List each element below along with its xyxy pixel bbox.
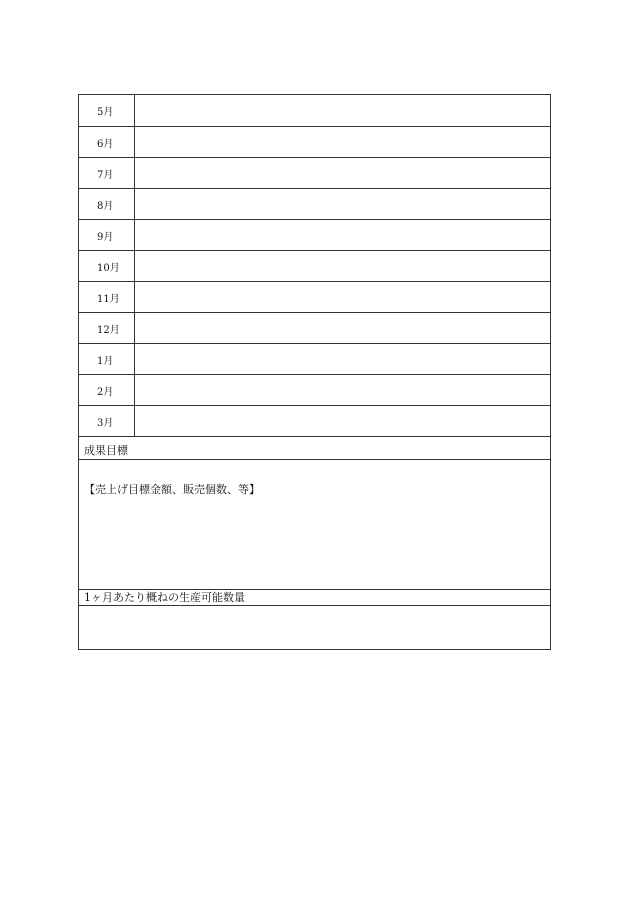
table-row	[79, 374, 550, 405]
month-label: 10月	[79, 250, 134, 281]
month-entry-cell[interactable]	[134, 343, 550, 374]
table-row	[79, 95, 550, 126]
month-label: 6月	[79, 126, 134, 157]
table-row	[79, 126, 550, 157]
table-row	[79, 343, 550, 374]
table-row	[79, 157, 550, 188]
month-entry-cell[interactable]	[134, 281, 550, 312]
goals-entry-area[interactable]	[79, 460, 550, 590]
table-row	[79, 281, 550, 312]
month-label: 8月	[79, 188, 134, 219]
month-label: 3月	[79, 405, 134, 436]
month-label: 2月	[79, 374, 134, 405]
goals-heading: 成果目標	[79, 437, 550, 460]
month-label: 7月	[79, 157, 134, 188]
month-entry-cell[interactable]	[134, 374, 550, 405]
month-entry-cell[interactable]	[134, 157, 550, 188]
form-sheet	[78, 94, 551, 650]
table-row	[79, 250, 550, 281]
month-entry-cell[interactable]	[134, 188, 550, 219]
month-entry-cell[interactable]	[134, 250, 550, 281]
month-entry-cell[interactable]	[134, 126, 550, 157]
table-row	[79, 405, 550, 436]
month-label: 12月	[79, 312, 134, 343]
table-row	[79, 188, 550, 219]
goals-hint: 【売上げ目標金額、販売個数、等】	[84, 482, 260, 496]
month-entry-cell[interactable]	[134, 219, 550, 250]
month-label: 9月	[79, 219, 134, 250]
monthly-plan-table	[79, 95, 550, 437]
month-label: 5月	[79, 95, 134, 126]
month-entry-cell[interactable]	[134, 405, 550, 436]
month-label: 11月	[79, 281, 134, 312]
capacity-entry-area[interactable]	[79, 606, 550, 649]
table-row	[79, 219, 550, 250]
month-entry-cell[interactable]	[134, 95, 550, 126]
capacity-heading: 1ヶ月あたり概ねの生産可能数量	[79, 590, 550, 606]
month-label: 1月	[79, 343, 134, 374]
table-row	[79, 312, 550, 343]
month-entry-cell[interactable]	[134, 312, 550, 343]
